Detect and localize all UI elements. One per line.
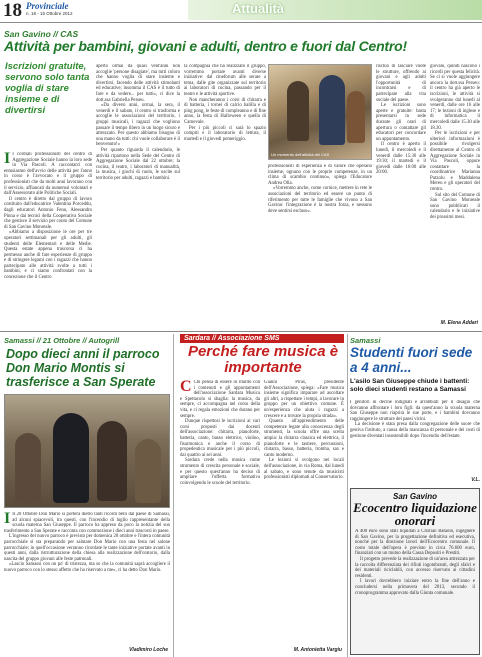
article-byline: V.L. <box>471 477 480 483</box>
article-headline: Studenti fuori sede a 4 anni... <box>350 345 473 375</box>
drop-cap: I <box>4 152 11 167</box>
section-divider <box>0 331 482 332</box>
article-kicker: San Gavino <box>392 492 437 501</box>
article-music-association <box>174 334 346 657</box>
article-byline: M. Elena Addari <box>440 320 478 326</box>
article-children-activities <box>0 24 482 330</box>
article-body: A 400 euro sono stati liquidati a Cristian Bataolo, ingegnere di San Gavino, per la progettazione definitiva ed esecutiva, nonché per la direzione lavori dell'Ecocentro comunale. Il costo totale dell'opera è previsto in circa 76.600 euro, finanziati con un mutuo della Cassa Depositi e Prestiti. Il progetto prevede la realizzazione di un'area attrezzata per la raccolta differenziata dei rifiuti ingombranti, degli sfalci e dei materiali riciclabili, con accesso riservato ai cittadini residenti. I lavori dovrebbero iniziare entro la fine dell'anno e concludersi nella primavera del 2013, secondo il cronoprogramma approvato dalla Giunta comunale. <box>355 529 475 596</box>
article-headline: Perché fare musica è importante <box>187 343 339 376</box>
page-number: 18 <box>3 0 22 21</box>
article-photo <box>4 394 170 508</box>
article-ecocentro-box <box>350 488 480 655</box>
drop-cap: C <box>180 380 192 395</box>
photo-figure <box>287 81 309 141</box>
article-headline: Dopo dieci anni il parroco Don Mario Montis si trasferisce a San Sperate <box>6 347 160 389</box>
article-photo <box>268 64 372 160</box>
masthead-divider <box>0 22 482 23</box>
article-column-2: aperto ormai da quasi vent'anni non accoglie 'persone disagiate', ma tutti coloro che hanno voglia di stare insieme e divertirsi, facendo delle attività stimolanti ed educative; insomma il CAS è il tutto di fare e da vedere... per tutti», ci dice la dott.ssa Gabriella Perseu. «Da diversi anni, ormai, la sera, il venerdì e il sabato, il centro si trasforma e accoglie le associazioni del territorio, i gruppi musicali, i ragazzi che vogliono passare il tempo libero in un luogo sicuro e attrezzato. Per questo abbiamo bisogno di una mano da tutti: chi vuole collaborare è il benvenuto!» Per quanto riguarda il calendario, le attività ripartono nella Sede del Centro di Aggregazione Sociale dal 22 ottobre; la cucina, il teatro, i laboratori di manualità, la musica, i giochi di ruolo, le uscite sul territorio per adulti, ragazzi e bambini. <box>96 64 180 181</box>
photo-figure <box>53 413 89 503</box>
drop-cap: I <box>4 512 11 527</box>
article-headline: Attività per bambini, giovani e adulti, dentro e fuori dal Centro! <box>4 38 407 54</box>
article-byline: M. Antonietta Vargiu <box>293 647 342 653</box>
article-byline: Vladimiro Loche <box>129 647 168 653</box>
page-masthead <box>0 0 482 22</box>
article-parish-priest <box>0 334 172 657</box>
article-students <box>348 334 482 486</box>
article-body: I genitori in decine indignati e arrabbiati per il disagio che dovranno affrontare i loro figli: da quest'anno la scuola materna San Giuseppe non riaprirà le sue porte, e i bambini dovranno raggiungere le strutture dei paesi vicini. La decisione è stata presa dalla congregazione delle suore che gestiva l'istituto, a causa della mancanza di personale e dei costi di gestione diventati insostenibili dopo l'incendio dell'estate. <box>350 400 480 439</box>
article-body: I Il 28 Ottobre Don Mario si porterà dietro tanti ricordi belli dal paese di Samassi, ad alcuni spiacevoli, tra questi, con l'incendio di luglio rappresentante della scuola materna San Giuseppe. Il parroco ha appreso da poco la notizia del suo trasferimento a San Sperate e racconta con commozione i dieci anni trascorsi in paese. L'ingresso del nuovo parroco è previsto per domenica 28 ottobre e l'intera comunità parrocchiale si sta preparando per salutare Don Mario con una festa nel salone parrocchiale; in quell'occasione verranno ricordate le tante iniziative portate avanti in questi anni, dalla ristrutturazione della chiesa alla realizzazione dell'oratorio, dalla nascita del gruppo giovani alle feste patronali. «Lascio Samassi con un po' di tristezza, ma so che la comunità saprà accogliere il nuovo parroco con lo stesso affetto che ha riservato a me», ci ha detto Don Mario. <box>4 512 170 573</box>
article-summary: Iscrizioni gratuite, servono solo tanta voglia di stare insieme e di divertirsi <box>5 61 90 116</box>
photo-figure <box>319 75 345 145</box>
article-column-1: I I cordiali professionisti del centro di Aggregazione Sociale hanno la loro sede in Via Pascoli. A raccontarci con entusiasmo dell'avvio delle attività per l'anno in corso è l'avvocato e il gruppo di professionisti che da molti anni lavorano con il servizio, affiancati da numerosi volontari e dall'Assessorato alle Politiche Sociali. Il centro è diretto dal gruppo di lavoro costituito dall'educatrice Valentina Porceddu, dagli educatori Antonio Fenu, Alessandro Pinna e dai tecnici della Cooperativa Sociale che gestisce il servizio per conto del Comune di San Gavino Monreale. «Abbiamo a disposizione le ore per tre operatori settimanali per gli adulti, gli studenti delle Elementari e delle Medie. Questa estate appena trascorsa ci ha permesso anche di fare esperienze di gruppo e di stringere legami con i ragazzi che hanno partecipato alle attività svolte a tutti i bambini, e ci siamo confrontati con la concezione che il Centro <box>4 152 92 281</box>
photo-figure <box>97 421 127 501</box>
newspaper-brand: Provinciale <box>26 1 69 11</box>
article-headline: Ecocentro liquidazione onorari <box>353 500 477 528</box>
article-deck: L'asilo San Giuseppe chiude i battenti: solo dieci studenti restano a Samassi <box>350 378 470 393</box>
photo-figure <box>347 91 365 143</box>
issue-info: n. 18 - 15 Ottobre 2012 <box>26 11 73 16</box>
article-column-4: professionisti di esperienza e di valore che operano insieme, ognuno con le proprie competenze, in un clima di scambio continuo», spiega l'Educatore Andrea Olla. «Vorremmo anche, come cornice, mettere in rete le associazioni del territorio ed essere un punto di riferimento per tutte le famiglie che vivono a San Gavino: l'integrazione è la nostra forza, e nessuno deve sentirsi escluso». <box>268 164 372 214</box>
article-kicker: San Gavino // CAS <box>4 29 79 39</box>
article-column-5: rischio di lasciare vuote le strutture, offrendo ai giovani e agli adulti l'opportunità di incontrarsi e di partecipare alla vita sociale del paese. Le iscrizioni sono aperte e gratuite: basta presentarsi in sede durante gli orari di apertura o contattare gli educatori per concordare un appuntamento. Il centro è aperto il lunedì, il mercoledì e il venerdì dalle 15:30 alle 19:30; il martedì e il giovedì dalle 16:00 alle 20:00. <box>376 64 426 176</box>
photo-caption: Un momento dell'attività del CAS <box>271 152 330 157</box>
article-kicker: Samassi // 21 Ottobre // Autogrill <box>4 336 120 345</box>
article-column-3: la compagnia che ha realizzato il gruppo, vorremmo portare avanti diverse iniziative: dal cineforum alle serate a tema, dalle gite organizzate sul territorio ai laboratori di cucina, passando per il teatro e le attività sportive. Non mancheranno i corsi di chitarra e di batteria, i tornei di calcio balilla e di ping pong, le feste di compleanno e di fine anno, la festa di Halloween e quella di Carnevale. Per i più piccoli ci sarà lo spazio compiti e il laboratorio di lettura, il martedì e il giovedì pomeriggio. <box>184 64 266 142</box>
photo-figure <box>135 439 161 503</box>
article-column-6: giovani, quindi nascono i ricordi per questa felicità. Se ci si vuole aggiungere ancora la dott.ssa Perseu: il centro ha già aperto le iscrizioni, le attività si svolgeranno dal lunedì al venerdì, dalle ore 16 alle 17; le lezioni di inglese e di informatica il mercoledì dalle 15.30 alle 18.30. Per le iscrizioni e per ulteriori informazioni è possibile rivolgersi direttamente al Centro di Aggregazione Sociale in Via Pascoli, oppure contattare la coordinatrice Marianna Putzolu e Maddalena Mereu e gli operatori del centro. Sul sito del Comune di San Gavino Monreale sono pubblicati il calendario e le iniziative dei prossimi mesi. <box>430 64 480 221</box>
article-column-2: Gianni Piras, presidente dell'Associazione, spiega: «Fare musica insieme significa imparare ad ascoltare gli altri, a rispettare i tempi, a lavorare in gruppo per un obiettivo comune. È un'esperienza che aiuta i ragazzi a crescere e a trovare la propria strada». Quanto all'apprendimento delle competenze legate alla conoscenza degli strumenti, la scuola offre una scelta ampia: la chitarra classica ed elettrica, il pianoforte e le tastiere, percussioni, chitarra, basso, batteria, tromba, sax e canto moderno. Le lezioni si svolgono nei locali dell'associazione, in via Roma, dal lunedì al sabato, e sono tenute da musicisti professionisti diplomati al Conservatorio. <box>264 380 344 481</box>
article-column-1: C Chi pensa di essere in ritardo con i contenuti e gli appuntamenti dell'associazione Sardara Musica e Spettacolo si sbaglia: la musica, da sempre, ci accompagna nel corso della vita, e ci regala emozioni che durano per sempre. Dunque rispettosi le iscrizioni ai vari corsi proposti dai docenti dell'associazione: chitarra, pianoforte, batteria, canto, basso elettrico, violino, fisarmonica e anche il corso di propedeutica musicale per i più piccoli, dai quattro ai sei anni. Sardara crede nella musica come strumento di crescita personale e sociale, e per questo quest'anno ha deciso di ampliare l'offerta formativa coinvolgendo le scuole del territorio. <box>180 380 260 486</box>
article-kicker: Samassi <box>350 336 381 345</box>
section-label: Attualità <box>232 1 284 16</box>
article-kicker: Sardara // Associazione SMS <box>184 335 280 342</box>
photo-figure <box>15 433 41 503</box>
